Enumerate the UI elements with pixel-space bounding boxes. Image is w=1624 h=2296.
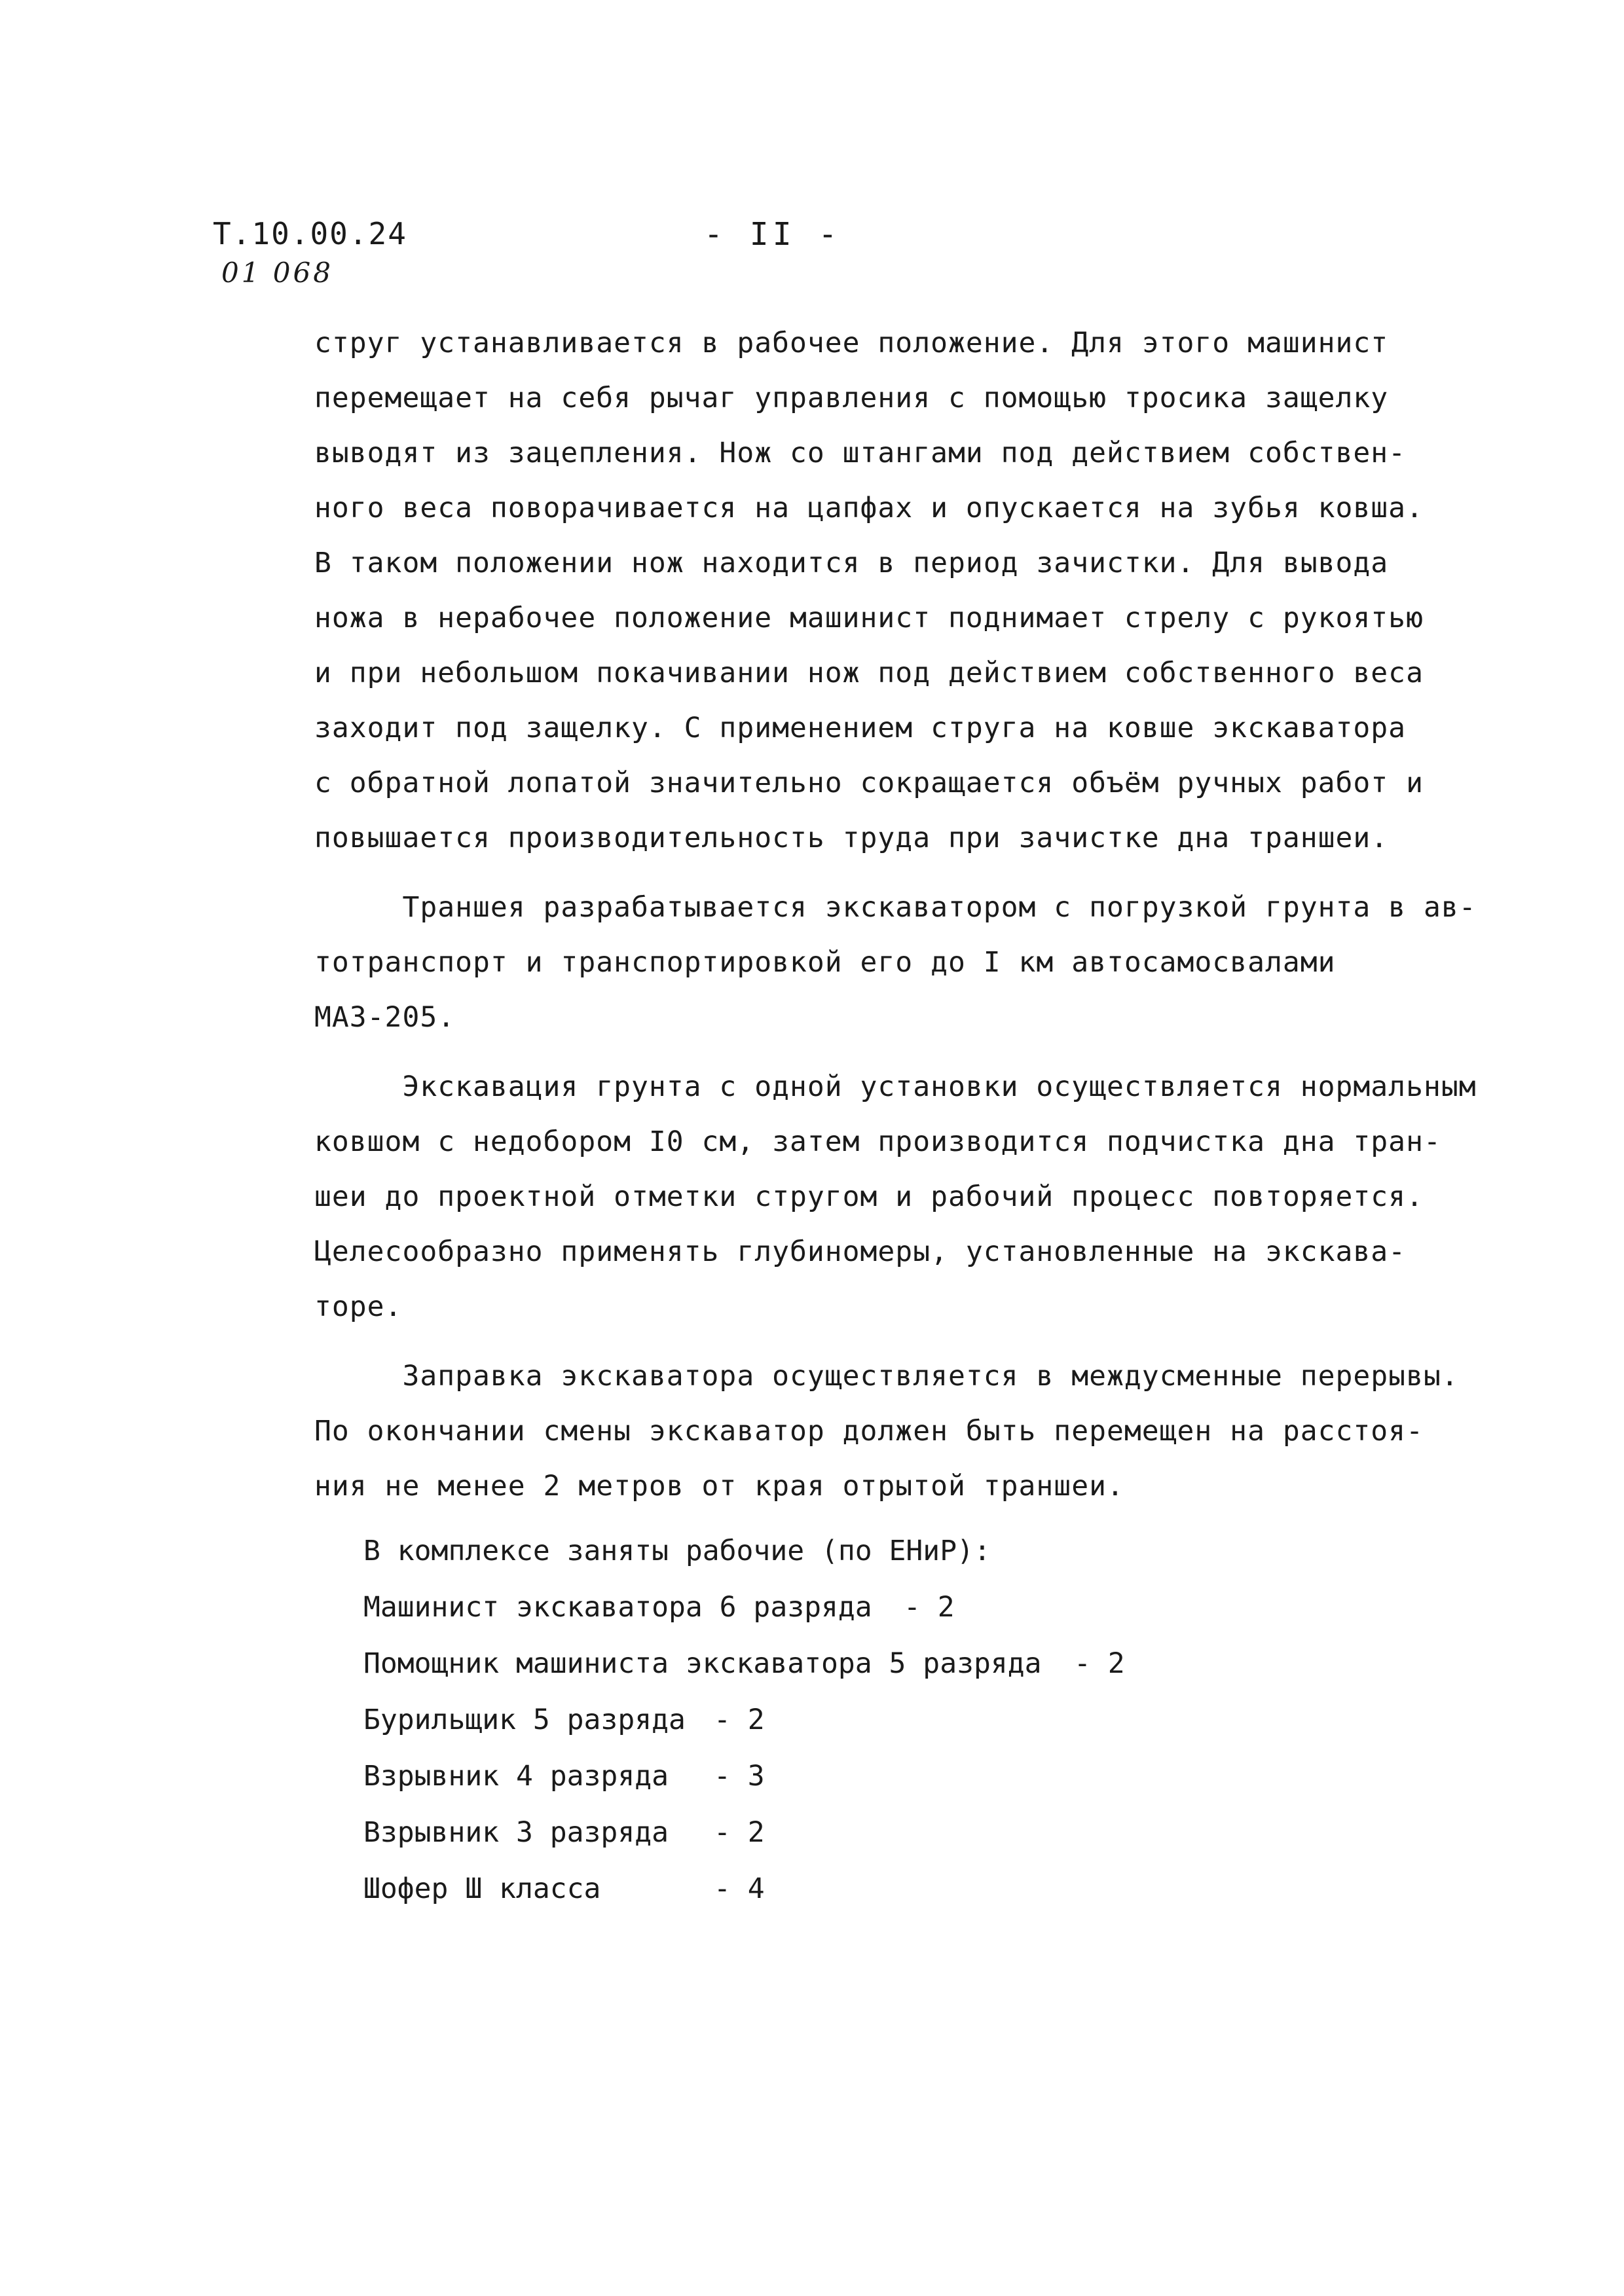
text-line: струг устанавливается в рабочее положение. Для этого машинист: [314, 327, 1389, 359]
staff-row: [314, 1635, 1388, 1692]
staff-intro: В комплексе заняты рабочие (по ЕНиР):: [363, 1535, 991, 1567]
text-line: По окончании смены экскаватор должен быть перемещен на расстоя-: [314, 1415, 1424, 1448]
staff-count: - 3: [714, 1760, 765, 1793]
staff-count: - 2: [714, 1704, 765, 1736]
handwritten-number: 01 068: [221, 257, 333, 289]
staff-role: Бурильщик 5 разряда: [363, 1704, 686, 1736]
staff-row: [314, 1692, 1388, 1748]
text-line: повышается производительность труда при зачистке дна траншеи.: [314, 822, 1389, 854]
document-code: Т.10.00.24: [213, 216, 407, 251]
text-line: тотранспорт и транспортировкой его до I км автосамосвалами: [314, 946, 1336, 979]
paragraph: [314, 1349, 1459, 1514]
text-line: и при небольшом покачивании нож под действием собственного веса: [314, 657, 1424, 689]
page-number: - II -: [704, 216, 841, 253]
paragraph: [314, 316, 1424, 866]
text-line: Целесообразно применять глубиномеры, установленные на экскава-: [314, 1235, 1407, 1268]
staff-count: - 2: [1074, 1647, 1125, 1680]
text-line: Траншея разрабатывается экскаватором с погрузкой грунта в ав-: [314, 891, 1477, 924]
staff-count: - 2: [714, 1816, 765, 1849]
text-line: ного веса поворачивается на цапфах и опускается на зубья ковша.: [314, 492, 1424, 524]
staff-role: Машинист экскаватора 6 разряда: [363, 1591, 872, 1624]
text-line: ковшом с недобором I0 см, затем производится подчистка дна тран-: [314, 1125, 1441, 1158]
text-line: торе.: [314, 1290, 403, 1323]
staff-row: [314, 1861, 1388, 1917]
text-line: перемещает на себя рычаг управления с помощью тросика защелку: [314, 382, 1389, 414]
paragraph: [314, 1059, 1477, 1334]
text-line: В таком положении нож находится в период зачистки. Для вывода: [314, 547, 1389, 579]
text-line: с обратной лопатой значительно сокращается объём ручных работ и: [314, 767, 1424, 799]
text-line: шеи до проектной отметки стругом и рабочий процесс повторяется.: [314, 1180, 1424, 1213]
staff-role: Взрывник 3 разряда: [363, 1816, 669, 1849]
staff-role: Шофер Ш класса: [363, 1872, 601, 1905]
staff-row: [314, 1748, 1388, 1804]
staff-role: Помощник машиниста экскаватора 5 разряда: [363, 1647, 1042, 1680]
staff-count: - 2: [904, 1591, 955, 1624]
staff-row: [314, 1804, 1388, 1861]
text-line: выводят из зацепления. Нож со штангами под действием собствен-: [314, 437, 1407, 469]
text-line: Заправка экскаватора осуществляется в междусменные перерывы.: [314, 1360, 1459, 1393]
text-line: ния не менее 2 метров от края отрытой траншеи.: [314, 1470, 1124, 1503]
staff-list: [314, 1523, 1388, 1917]
document-body: [314, 316, 1477, 1917]
text-line: Экскавация грунта с одной установки осуществляется нормальным: [314, 1070, 1477, 1103]
staff-role: Взрывник 4 разряда: [363, 1760, 669, 1793]
staff-row: [314, 1579, 1388, 1635]
paragraph: [314, 880, 1477, 1045]
text-line: заходит под защелку. С применением струга на ковше экскаватора: [314, 712, 1407, 744]
text-line: ножа в нерабочее положение машинист поднимает стрелу с рукоятью: [314, 602, 1424, 634]
staff-count: - 4: [714, 1872, 765, 1905]
text-line: МАЗ-205.: [314, 1001, 456, 1034]
